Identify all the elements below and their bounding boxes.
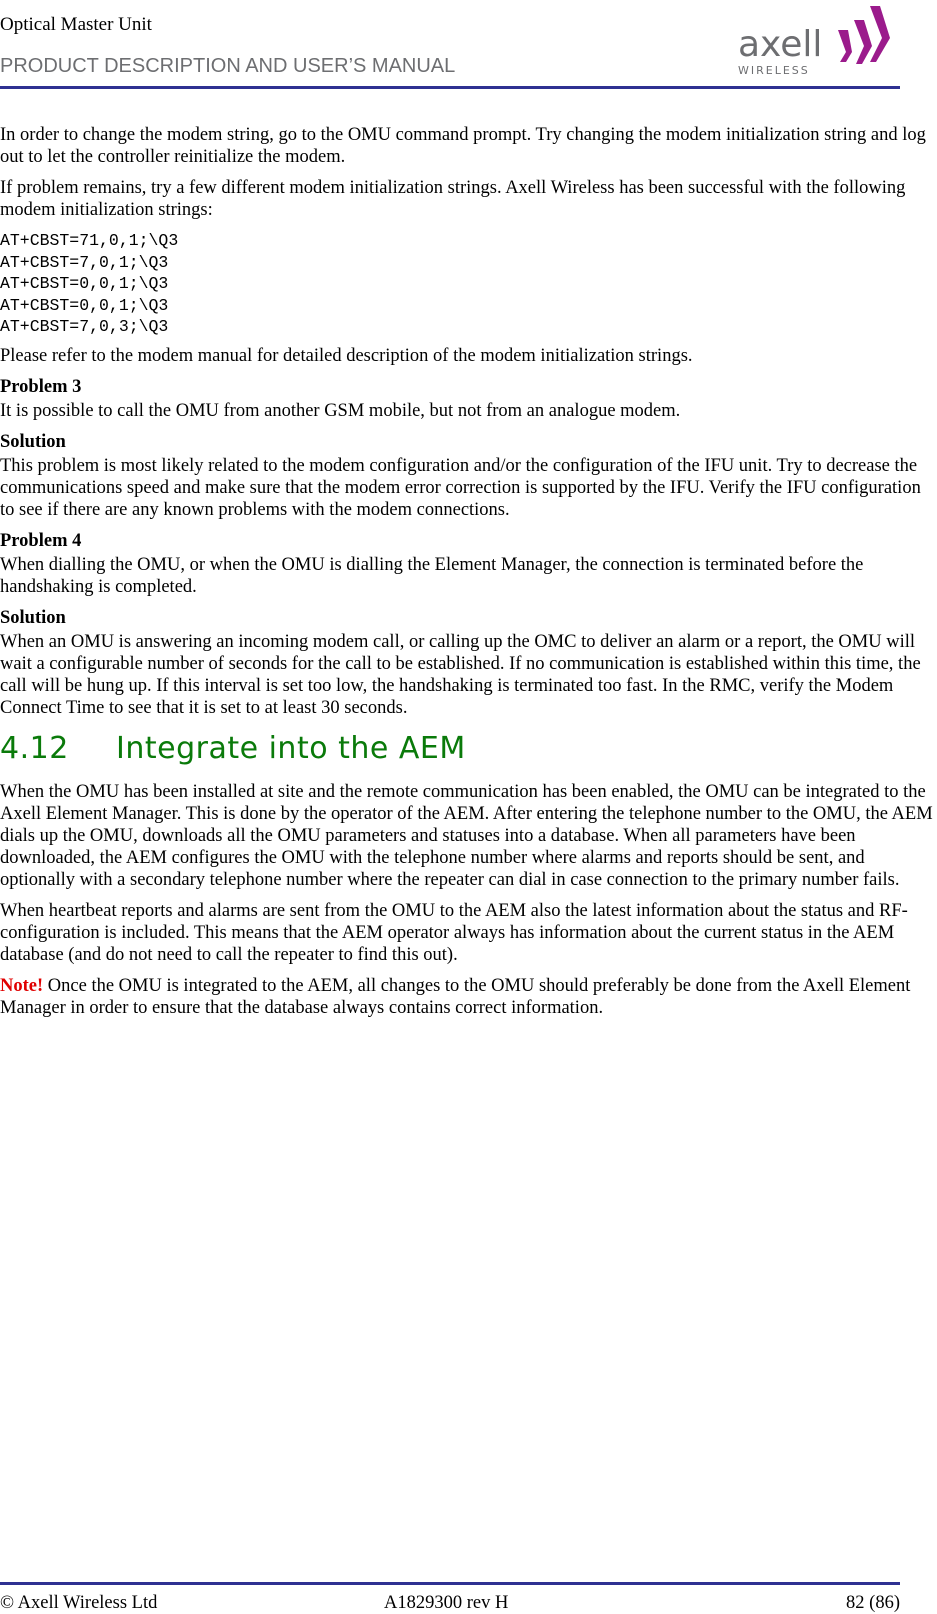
header-title: Optical Master Unit [0,14,152,35]
paragraph: It is possible to call the OMU from another GSM mobile, but not from an analogue modem. [0,400,681,421]
document-body [0,124,935,1028]
footer-doc-id: A1829300 rev H [384,1593,509,1613]
modem-string: AT+CBST=0,0,1;\Q3 [0,274,169,293]
logo-wave-icon [838,6,890,64]
problem-4-heading: Problem 4 [0,530,82,551]
note-label: Note! [0,975,44,996]
paragraph: When an OMU is answering an incoming modem call, or calling up the OMC to deliver an alarm or a report, the OMU will wait a configurable number of seconds for the call to be established. If no communication is established within this time, the call will be hung up. If this interval is set too low, the handshaking is terminated too fast. In the RMC, verify the Modem Connect Time to see that it is set to at least 30 seconds. [0,631,921,718]
problem-3-heading: Problem 3 [0,376,82,397]
solution-4-heading: Solution [0,607,66,628]
header-subtitle: PRODUCT DESCRIPTION AND USER’S MANUAL [0,55,456,77]
footer-page-number: 82 (86) [846,1593,900,1613]
paragraph: In order to change the modem string, go to the OMU command prompt. Try changing the modem initialization string and log out to let the controller reinitialize the modem. [0,125,926,167]
paragraph: Please refer to the modem manual for detailed description of the modem initialization strings. [0,345,693,366]
axell-wireless-logo [738,0,902,82]
section-title: Integrate into the AEM [116,730,466,766]
section-number: 4.12 [0,730,69,766]
modem-string: AT+CBST=7,0,3;\Q3 [0,317,169,336]
note-paragraph [0,975,935,1019]
paragraph: When the OMU has been installed at site and the remote communication has been enabled, the OMU can be integrated to the Axell Element Manager. This is done by the operator of the AEM. After entering the telephone number to the OMU, the AEM dials up the OMU, downloads all the OMU parameters and statuses into a database. When all parameters have been downloaded, the AEM configures the OMU with the telephone number where alarms and reports should be sent, and optionally with a secondary telephone number where the repeater can dial in case connection to the primary number fails. [0,781,933,890]
paragraph: This problem is most likely related to the modem configuration and/or the configuration of the IFU unit. Try to decrease the communications speed and make sure that the modem error correction is supported by the IFU. Verify the IFU configuration to see if there are any known problems with the modem connections. [0,455,921,520]
logo-subtext: WIRELESS [738,64,810,77]
paragraph: If problem remains, try a few different modem initialization strings. Axell Wireless has been successful with the following modem initialization strings: [0,178,906,220]
solution-3-heading: Solution [0,431,66,452]
note-text: Once the OMU is integrated to the AEM, all changes to the OMU should preferably be done from the Axell Element Manager in order to ensure that the database always contains correct information. [0,975,911,1018]
modem-string-list [0,230,935,338]
paragraph: When dialling the OMU, or when the OMU is dialling the Element Manager, the connection is terminated before the handshaking is completed. [0,554,864,597]
section-heading [0,731,935,767]
header-rule [0,86,900,89]
footer-copyright: © Axell Wireless Ltd [0,1593,158,1613]
modem-string: AT+CBST=0,0,1;\Q3 [0,295,169,315]
modem-string: AT+CBST=71,0,1;\Q3 [0,231,179,250]
modem-string: AT+CBST=7,0,1;\Q3 [0,252,169,272]
footer-rule [0,1582,900,1585]
logo-wordmark: axell [738,24,823,65]
paragraph: When heartbeat reports and alarms are sent from the OMU to the AEM also the latest information about the status and RF-configuration is included. This means that the AEM operator always has information about the current status in the AEM database (and do not need to call the repeater to find this out). [0,900,908,965]
page-header [0,14,455,78]
